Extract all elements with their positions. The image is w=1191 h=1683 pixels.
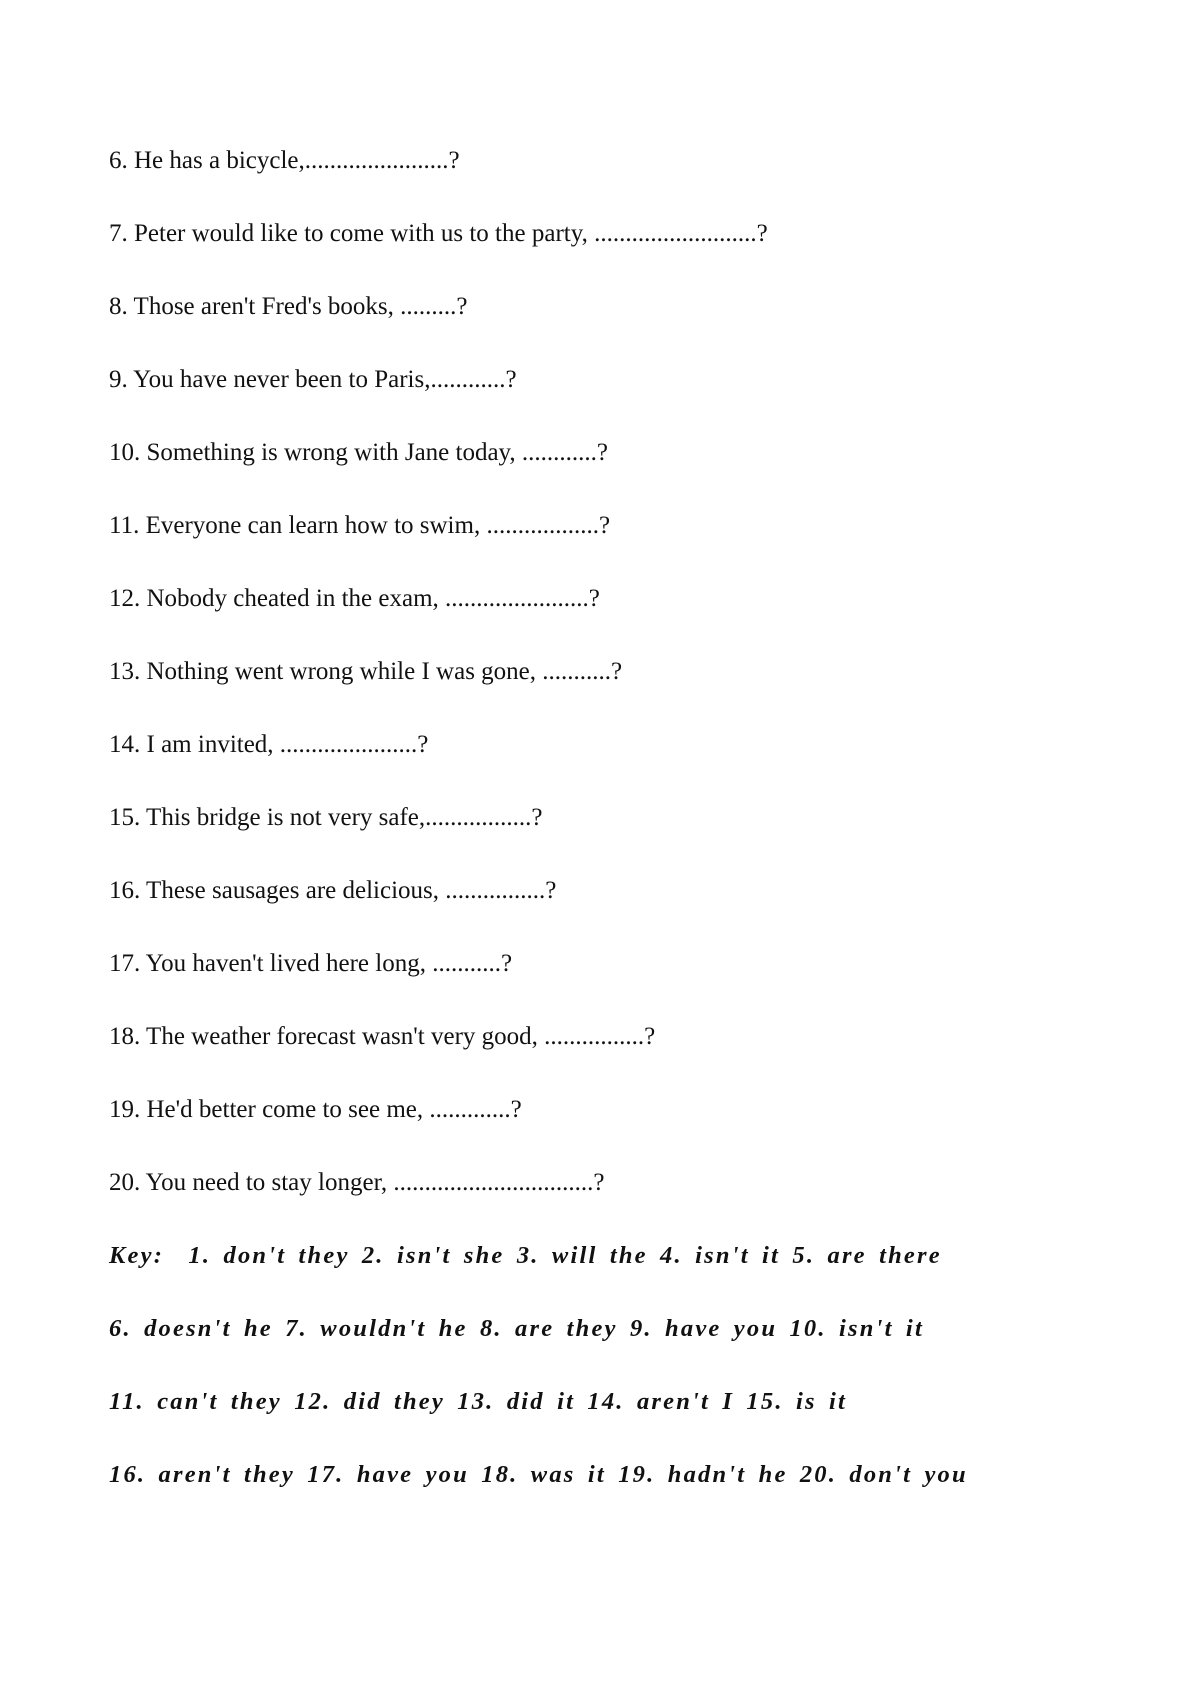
question-18: 18. The weather forecast wasn't very good, ................?	[109, 1023, 656, 1050]
answer-key-line-4: 16. aren't they 17. have you 18. was it 19. hadn't he 20. don't you	[109, 1461, 968, 1488]
answer-key-label: Key:	[109, 1242, 165, 1269]
question-11: 11. Everyone can learn how to swim, ..................?	[109, 512, 611, 539]
answer-key-line-2: 6. doesn't he 7. wouldn't he 8. are they 9. have you 10. isn't it	[109, 1315, 924, 1342]
answer-key-line-3: 11. can't they 12. did they 13. did it 14. aren't I 15. is it	[109, 1388, 848, 1415]
question-6: 6. He has a bicycle,.......................?	[109, 147, 460, 174]
question-16: 16. These sausages are delicious, ................?	[109, 877, 557, 904]
question-8: 8. Those aren't Fred's books, .........?	[109, 293, 468, 320]
question-13: 13. Nothing went wrong while I was gone, ...........?	[109, 658, 623, 685]
question-9: 9. You have never been to Paris,............?	[109, 366, 517, 393]
answer-key-text: 1. don't they 2. isn't she 3. will the 4. isn't it 5. are there	[188, 1242, 942, 1269]
question-12: 12. Nobody cheated in the exam, .......................?	[109, 585, 600, 612]
question-17: 17. You haven't lived here long, ...........?	[109, 950, 513, 977]
question-19: 19. He'd better come to see me, .............?	[109, 1096, 522, 1123]
question-15: 15. This bridge is not very safe,.................?	[109, 804, 543, 831]
question-20: 20. You need to stay longer, ................................?	[109, 1169, 605, 1196]
question-7: 7. Peter would like to come with us to the party, ..........................?	[109, 220, 768, 247]
question-14: 14. I am invited, ......................?	[109, 731, 429, 758]
answer-key-line-1	[109, 1236, 942, 1276]
question-10: 10. Something is wrong with Jane today, ............?	[109, 439, 609, 466]
